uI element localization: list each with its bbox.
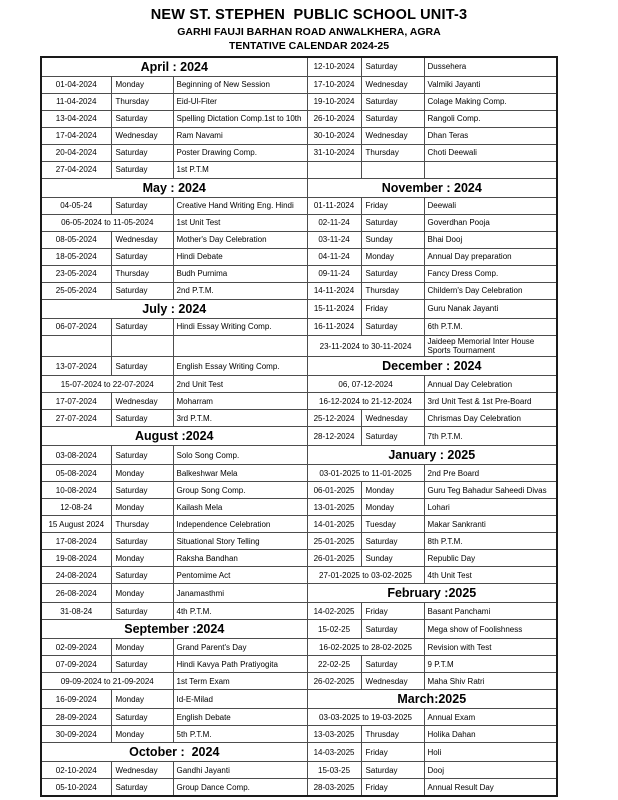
day-cell: Saturday [111, 319, 173, 336]
event-cell: Annual Result Day [424, 779, 557, 797]
event-cell: Id-E-Milad [173, 690, 307, 709]
date-cell: 02-09-2024 [41, 639, 111, 656]
day-cell: Monday [111, 550, 173, 567]
day-cell: Saturday [111, 567, 173, 584]
event-cell: Spelling Dictation Comp.1st to 10th [173, 111, 307, 128]
event-cell: 2nd Pre Board [424, 465, 557, 482]
day-cell: Friday [361, 743, 424, 762]
calendar-row [41, 762, 557, 779]
day-cell: Saturday [111, 603, 173, 620]
date-cell: 17-07-2024 [41, 393, 111, 410]
date-range-cell: 16-12-2024 to 21-12-2024 [307, 393, 424, 410]
calendar-row [41, 743, 557, 762]
day-cell: Friday [361, 779, 424, 797]
date-cell: 31-08-24 [41, 603, 111, 620]
calendar-row [41, 709, 557, 726]
date-cell: 30-09-2024 [41, 726, 111, 743]
date-cell: 05-10-2024 [41, 779, 111, 797]
calendar-row [41, 57, 557, 77]
calendar-row [41, 232, 557, 249]
calendar-row [41, 533, 557, 550]
day-cell: Saturday [111, 249, 173, 266]
calendar-row [41, 656, 557, 673]
date-cell: 25-12-2024 [307, 410, 361, 427]
event-cell: Hindi Essay Writing Comp. [173, 319, 307, 336]
event-cell: 6th P.T.M. [424, 319, 557, 336]
event-cell: Makar Sankranti [424, 516, 557, 533]
date-cell: 14-02-2025 [307, 603, 361, 620]
date-cell: 02-10-2024 [41, 762, 111, 779]
event-cell: Republic Day [424, 550, 557, 567]
date-cell: 12-08-24 [41, 499, 111, 516]
date-cell: 28-03-2025 [307, 779, 361, 797]
day-cell: Saturday [111, 446, 173, 465]
event-cell: Chrismas Day Celebration [424, 410, 557, 427]
event-cell: Hindi Kavya Path Pratiyogita [173, 656, 307, 673]
day-cell: Thrusday [361, 726, 424, 743]
date-cell: 25-01-2025 [307, 533, 361, 550]
date-cell: 26-08-2024 [41, 584, 111, 603]
day-cell: Saturday [111, 482, 173, 499]
calendar-row [41, 550, 557, 567]
calendar-row [41, 249, 557, 266]
calendar-row [41, 567, 557, 584]
event-cell: Holi [424, 743, 557, 762]
date-cell: 13-01-2025 [307, 499, 361, 516]
date-range-cell: 23-11-2024 to 30-11-2024 [307, 336, 424, 357]
empty-cell [41, 336, 111, 357]
event-cell: Guru Nanak Jayanti [424, 300, 557, 319]
day-cell: Saturday [361, 266, 424, 283]
event-cell: Guru Teg Bahadur Saheedi Divas [424, 482, 557, 499]
day-cell: Saturday [111, 283, 173, 300]
event-cell: Choti Deewali [424, 145, 557, 162]
date-range-cell: 03-03-2025 to 19-03-2025 [307, 709, 424, 726]
day-cell: Monday [111, 584, 173, 603]
event-cell: Ram Navami [173, 128, 307, 145]
day-cell: Sunday [361, 232, 424, 249]
date-cell: 04-11-24 [307, 249, 361, 266]
event-cell: 1st Term Exam [173, 673, 307, 690]
day-cell: Wednesday [361, 673, 424, 690]
event-cell: Situational Story Telling [173, 533, 307, 550]
event-cell: Solo Song Comp. [173, 446, 307, 465]
month-header: May : 2024 [41, 179, 307, 198]
date-cell: 06-01-2025 [307, 482, 361, 499]
event-cell: Maha Shiv Ratri [424, 673, 557, 690]
event-cell: Holika Dahan [424, 726, 557, 743]
day-cell: Monday [111, 499, 173, 516]
school-address: GARHI FAUJI BARHAN ROAD ANWALKHERA, AGRA [177, 26, 441, 38]
calendar-row [41, 499, 557, 516]
calendar-row [41, 376, 557, 393]
day-cell: Wednesday [111, 128, 173, 145]
event-cell: 8th P.T.M. [424, 533, 557, 550]
date-cell: 23-05-2024 [41, 266, 111, 283]
day-cell: Friday [361, 300, 424, 319]
date-cell: 27-07-2024 [41, 410, 111, 427]
date-cell: 24-08-2024 [41, 567, 111, 584]
date-cell: 01-11-2024 [307, 198, 361, 215]
month-header: October : 2024 [41, 743, 307, 762]
empty-cell [361, 162, 424, 179]
event-cell: English Essay Writing Comp. [173, 357, 307, 376]
calendar-row [41, 357, 557, 376]
day-cell: Wednesday [111, 232, 173, 249]
date-cell: 25-05-2024 [41, 283, 111, 300]
month-header: February :2025 [307, 584, 557, 603]
date-range-cell: 03-01-2025 to 11-01-2025 [307, 465, 424, 482]
event-cell: Pentomime Act [173, 567, 307, 584]
day-cell: Thursday [111, 266, 173, 283]
event-cell: Jaideep Memorial Inter House Sports Tournament [424, 336, 557, 357]
calendar-row [41, 516, 557, 533]
day-cell: Thursday [111, 94, 173, 111]
day-cell: Thursday [111, 516, 173, 533]
event-cell: Lohari [424, 499, 557, 516]
document-header [0, 0, 618, 52]
calendar-row [41, 779, 557, 797]
event-cell: 5th P.T.M. [173, 726, 307, 743]
month-header: November : 2024 [307, 179, 557, 198]
day-cell: Monday [111, 639, 173, 656]
calendar-row [41, 726, 557, 743]
event-cell: Janamasthmi [173, 584, 307, 603]
day-cell: Thursday [361, 145, 424, 162]
day-cell: Monday [361, 482, 424, 499]
date-range-cell: 27-01-2025 to 03-02-2025 [307, 567, 424, 584]
calendar-body [41, 57, 557, 796]
day-cell: Saturday [361, 656, 424, 673]
event-cell: Annual Day Celebration [424, 376, 557, 393]
date-cell: 26-02-2025 [307, 673, 361, 690]
date-cell: 03-08-2024 [41, 446, 111, 465]
month-header: January : 2025 [307, 446, 557, 465]
date-cell: 11-04-2024 [41, 94, 111, 111]
day-cell: Friday [361, 603, 424, 620]
calendar-row [41, 584, 557, 603]
day-cell: Saturday [361, 111, 424, 128]
date-cell: 08-05-2024 [41, 232, 111, 249]
day-cell: Monday [111, 726, 173, 743]
day-cell: Saturday [111, 533, 173, 550]
date-cell: 22-02-25 [307, 656, 361, 673]
event-cell: English Debate [173, 709, 307, 726]
date-cell: 17-10-2024 [307, 77, 361, 94]
calendar-row [41, 179, 557, 198]
day-cell: Saturday [361, 762, 424, 779]
date-cell: 26-01-2025 [307, 550, 361, 567]
calendar-row [41, 266, 557, 283]
day-cell: Saturday [361, 533, 424, 550]
calendar-row [41, 300, 557, 319]
event-cell: 3rd Unit Test & 1st Pre-Board [424, 393, 557, 410]
event-cell: Basant Panchami [424, 603, 557, 620]
day-cell: Saturday [361, 319, 424, 336]
event-cell: Budh Purnima [173, 266, 307, 283]
calendar-row [41, 283, 557, 300]
date-cell: 04-05-24 [41, 198, 111, 215]
event-cell: Annual Day preparation [424, 249, 557, 266]
date-range-cell: 16-02-2025 to 28-02-2025 [307, 639, 424, 656]
event-cell: Balkeshwar Mela [173, 465, 307, 482]
day-cell: Saturday [111, 656, 173, 673]
day-cell: Saturday [111, 145, 173, 162]
date-cell: 05-08-2024 [41, 465, 111, 482]
date-cell: 13-04-2024 [41, 111, 111, 128]
date-cell: 30-10-2024 [307, 128, 361, 145]
event-cell: 1st Unit Test [173, 215, 307, 232]
event-cell: Kailash Mela [173, 499, 307, 516]
day-cell: Saturday [111, 709, 173, 726]
event-cell: 2nd P.T.M. [173, 283, 307, 300]
day-cell: Wednesday [111, 393, 173, 410]
calendar-row [41, 410, 557, 427]
day-cell: Saturday [111, 410, 173, 427]
day-cell: Thursday [361, 283, 424, 300]
date-cell: 14-03-2025 [307, 743, 361, 762]
day-cell: Monday [361, 249, 424, 266]
date-cell: 15-11-2024 [307, 300, 361, 319]
event-cell: Raksha Bandhan [173, 550, 307, 567]
date-cell: 18-05-2024 [41, 249, 111, 266]
date-cell: 12-10-2024 [307, 57, 361, 77]
empty-cell [424, 162, 557, 179]
date-cell: 15-02-25 [307, 620, 361, 639]
event-cell: Gandhi Jayanti [173, 762, 307, 779]
day-cell: Saturday [361, 427, 424, 446]
date-cell: 16-09-2024 [41, 690, 111, 709]
day-cell: Wednesday [111, 762, 173, 779]
day-cell: Saturday [111, 779, 173, 797]
day-cell: Saturday [361, 94, 424, 111]
calendar-table [40, 56, 558, 797]
event-cell: 9 P.T.M [424, 656, 557, 673]
day-cell: Saturday [361, 57, 424, 77]
date-cell: 28-09-2024 [41, 709, 111, 726]
event-cell: Group Song Comp. [173, 482, 307, 499]
day-cell: Monday [111, 690, 173, 709]
calendar-row [41, 393, 557, 410]
event-cell: Deewali [424, 198, 557, 215]
event-cell: Dooj [424, 762, 557, 779]
empty-cell [307, 162, 361, 179]
date-cell: 26-10-2024 [307, 111, 361, 128]
event-cell: Childern's Day Celebration [424, 283, 557, 300]
date-cell: 13-03-2025 [307, 726, 361, 743]
day-cell: Friday [361, 198, 424, 215]
day-cell: Wednesday [361, 410, 424, 427]
calendar-row [41, 145, 557, 162]
calendar-row [41, 482, 557, 499]
calendar-row [41, 111, 557, 128]
event-cell: Moharram [173, 393, 307, 410]
month-header: July : 2024 [41, 300, 307, 319]
calendar-row [41, 162, 557, 179]
day-cell: Saturday [111, 357, 173, 376]
day-cell: Monday [361, 499, 424, 516]
month-header: December : 2024 [307, 357, 557, 376]
school-name: NEW ST. STEPHEN PUBLIC SCHOOL UNIT-3 [150, 7, 468, 23]
day-cell: Monday [111, 77, 173, 94]
day-cell: Saturday [111, 162, 173, 179]
date-range-cell: 06-05-2024 to 11-05-2024 [41, 215, 173, 232]
event-cell: 2nd Unit Test [173, 376, 307, 393]
date-cell: 28-12-2024 [307, 427, 361, 446]
event-cell: Annual Exam [424, 709, 557, 726]
event-cell: Bhai Dooj [424, 232, 557, 249]
date-cell: 31-10-2024 [307, 145, 361, 162]
event-cell: Dussehera [424, 57, 557, 77]
event-cell: Creative Hand Writing Eng. Hindi [173, 198, 307, 215]
day-cell: Wednesday [361, 128, 424, 145]
date-range-cell: 06, 07-12-2024 [307, 376, 424, 393]
calendar-row [41, 603, 557, 620]
date-cell: 06-07-2024 [41, 319, 111, 336]
date-range-cell: 09-09-2024 to 21-09-2024 [41, 673, 173, 690]
date-cell: 15-03-25 [307, 762, 361, 779]
event-cell: Beginning of New Session [173, 77, 307, 94]
event-cell: Mother's Day Celebration [173, 232, 307, 249]
event-cell: 3rd P.T.M. [173, 410, 307, 427]
calendar-row [41, 673, 557, 690]
day-cell: Saturday [361, 215, 424, 232]
date-cell: 19-08-2024 [41, 550, 111, 567]
date-cell: 10-08-2024 [41, 482, 111, 499]
event-cell: Dhan Teras [424, 128, 557, 145]
calendar-row [41, 77, 557, 94]
calendar-row [41, 620, 557, 639]
event-cell: Poster Drawing Comp. [173, 145, 307, 162]
day-cell: Saturday [111, 111, 173, 128]
empty-cell [111, 336, 173, 357]
date-cell: 17-04-2024 [41, 128, 111, 145]
calendar-row [41, 94, 557, 111]
calendar-row [41, 128, 557, 145]
day-cell: Saturday [361, 620, 424, 639]
day-cell: Saturday [111, 198, 173, 215]
day-cell: Sunday [361, 550, 424, 567]
empty-cell [173, 336, 307, 357]
document-title: TENTATIVE CALENDAR 2024-25 [228, 40, 390, 52]
date-cell: 07-09-2024 [41, 656, 111, 673]
month-header: August :2024 [41, 427, 307, 446]
day-cell: Monday [111, 465, 173, 482]
date-cell: 15 August 2024 [41, 516, 111, 533]
event-cell: Group Dance Comp. [173, 779, 307, 797]
date-cell: 14-01-2025 [307, 516, 361, 533]
date-cell: 03-11-24 [307, 232, 361, 249]
event-cell: 1st P.T.M [173, 162, 307, 179]
month-header: September :2024 [41, 620, 307, 639]
event-cell: Mega show of Foolishness [424, 620, 557, 639]
date-cell: 01-04-2024 [41, 77, 111, 94]
event-cell: 4th Unit Test [424, 567, 557, 584]
calendar-row [41, 319, 557, 336]
event-cell: Hindi Debate [173, 249, 307, 266]
date-cell: 20-04-2024 [41, 145, 111, 162]
date-cell: 16-11-2024 [307, 319, 361, 336]
calendar-row [41, 427, 557, 446]
calendar-row [41, 446, 557, 465]
day-cell: Tuesday [361, 516, 424, 533]
date-cell: 02-11-24 [307, 215, 361, 232]
month-header: March:2025 [307, 690, 557, 709]
event-cell: Goverdhan Pooja [424, 215, 557, 232]
calendar-row [41, 198, 557, 215]
event-cell: Rangoli Comp. [424, 111, 557, 128]
event-cell: Revision with Test [424, 639, 557, 656]
event-cell: Fancy Dress Comp. [424, 266, 557, 283]
event-cell: Valmiki Jayanti [424, 77, 557, 94]
event-cell: Independence Celebration [173, 516, 307, 533]
event-cell: Colage Making Comp. [424, 94, 557, 111]
event-cell: Grand Parent's Day [173, 639, 307, 656]
event-cell: 4th P.T.M. [173, 603, 307, 620]
calendar-row [41, 215, 557, 232]
event-cell: 7th P.T.M. [424, 427, 557, 446]
date-cell: 17-08-2024 [41, 533, 111, 550]
calendar-row [41, 690, 557, 709]
day-cell: Wednesday [361, 77, 424, 94]
date-range-cell: 15-07-2024 to 22-07-2024 [41, 376, 173, 393]
date-cell: 27-04-2024 [41, 162, 111, 179]
calendar-row [41, 465, 557, 482]
calendar-row [41, 336, 557, 357]
event-cell: Eid-Ul-Fiter [173, 94, 307, 111]
date-cell: 19-10-2024 [307, 94, 361, 111]
calendar-row [41, 639, 557, 656]
date-cell: 09-11-24 [307, 266, 361, 283]
date-cell: 14-11-2024 [307, 283, 361, 300]
month-header: April : 2024 [41, 57, 307, 77]
date-cell: 13-07-2024 [41, 357, 111, 376]
